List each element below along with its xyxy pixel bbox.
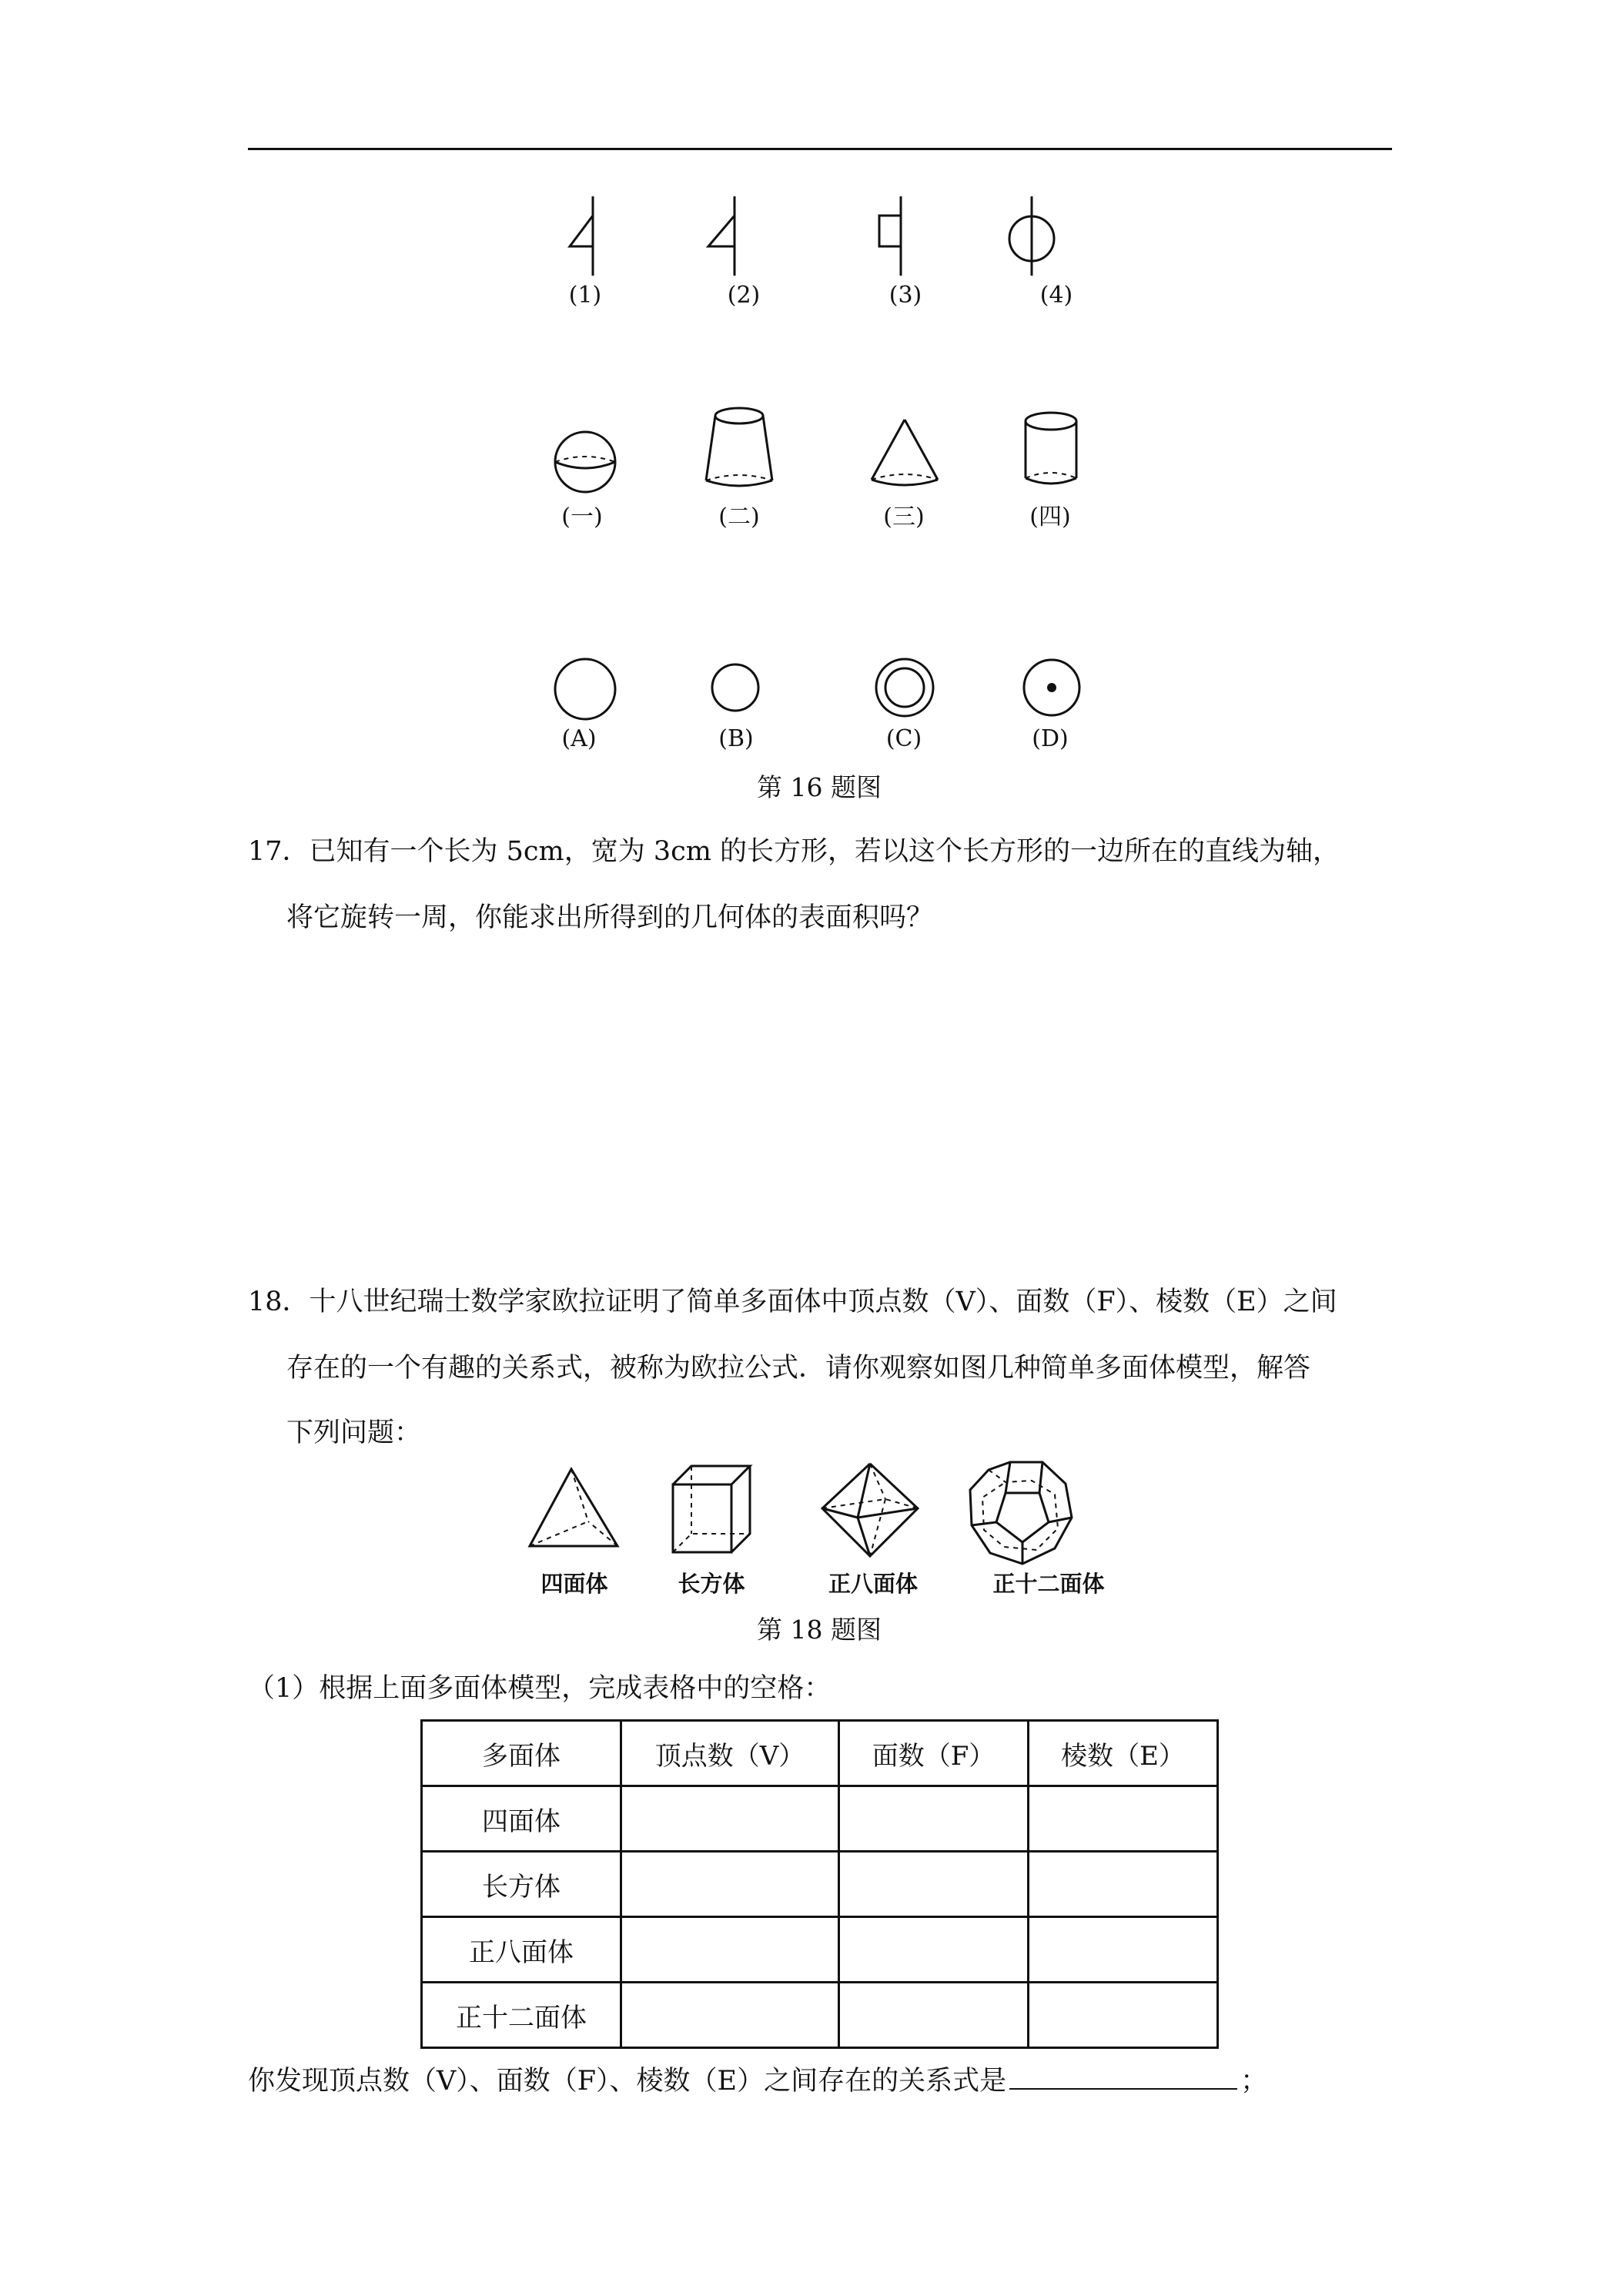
relation-answer-blank[interactable] bbox=[1009, 2062, 1237, 2090]
view-a-label: (A) bbox=[561, 725, 597, 752]
question-17-line-1: 17．已知有一个长为 5cm，宽为 3cm 的长方形，若以这个长方形的一边所在的直线为轴， bbox=[248, 836, 1340, 867]
faces-cell[interactable] bbox=[839, 1852, 1029, 1917]
row-name: 长方体 bbox=[422, 1852, 621, 1917]
figure-1-label: (1) bbox=[568, 282, 602, 309]
cuboid-label: 长方体 bbox=[678, 1571, 745, 1597]
row-name: 正十二面体 bbox=[422, 1983, 621, 2048]
question-18-line-1: 18．十八世纪瑞士数学家欧拉证明了简单多面体中顶点数（V）、面数（F）、棱数（E）之间 bbox=[248, 1287, 1337, 1317]
edges-cell[interactable] bbox=[1029, 1852, 1218, 1917]
header-faces: 面数（F） bbox=[839, 1721, 1029, 1786]
figure-1-triangle-on-axis bbox=[554, 192, 616, 285]
relation-suffix: ； bbox=[1240, 2066, 1268, 2097]
solid-frustum bbox=[697, 400, 781, 497]
header-vertices: 顶点数（V） bbox=[621, 1721, 839, 1786]
edges-cell[interactable] bbox=[1029, 1786, 1218, 1852]
figure-3-label: (3) bbox=[888, 282, 922, 309]
figure-16-caption: 第 16 题图 bbox=[757, 772, 882, 802]
dodecahedron-label: 正十二面体 bbox=[992, 1571, 1105, 1597]
vertices-cell[interactable] bbox=[621, 1852, 839, 1917]
header-rule bbox=[248, 148, 1392, 150]
figure-4-label: (4) bbox=[1039, 282, 1073, 309]
dodecahedron-figure bbox=[962, 1459, 1078, 1571]
solid-sphere bbox=[547, 423, 624, 500]
table-row bbox=[422, 1983, 1218, 2048]
solid-cone bbox=[862, 412, 947, 497]
solid-2-label: (二) bbox=[718, 504, 760, 530]
question-18-part-1: （1）根据上面多面体模型，完成表格中的空格： bbox=[248, 1673, 832, 1704]
faces-cell[interactable] bbox=[839, 1983, 1029, 2048]
cuboid-figure bbox=[667, 1461, 759, 1561]
table-row bbox=[422, 1917, 1218, 1983]
header-edges: 棱数（E） bbox=[1029, 1721, 1218, 1786]
tetrahedron-label: 四面体 bbox=[540, 1571, 608, 1597]
figure-2-triangle-on-axis bbox=[693, 192, 755, 285]
view-d-circle-with-dot bbox=[1015, 651, 1092, 728]
view-c-concentric-circles bbox=[866, 651, 943, 728]
relation-prefix: 你发现顶点数（V）、面数（F）、棱数（E）之间存在的关系式是 bbox=[248, 2066, 1007, 2097]
solid-cylinder bbox=[1016, 404, 1086, 497]
edges-cell[interactable] bbox=[1029, 1917, 1218, 1983]
view-a-circle bbox=[547, 651, 624, 728]
solid-3-label: (三) bbox=[883, 504, 925, 530]
table-row bbox=[422, 1852, 1218, 1917]
question-18-line-3: 下列问题： bbox=[286, 1417, 422, 1448]
edges-cell[interactable] bbox=[1029, 1983, 1218, 2048]
question-18-line-2: 存在的一个有趣的关系式，被称为欧拉公式．请你观察如图几种简单多面体模型，解答 bbox=[286, 1353, 1311, 1384]
figure-18-caption: 第 18 题图 bbox=[757, 1615, 882, 1645]
figure-2-label: (2) bbox=[727, 282, 761, 309]
tetrahedron-figure bbox=[524, 1463, 624, 1555]
view-c-label: (C) bbox=[885, 725, 922, 752]
vertices-cell[interactable] bbox=[621, 1917, 839, 1983]
view-b-small-circle bbox=[701, 658, 770, 728]
faces-cell[interactable] bbox=[839, 1917, 1029, 1983]
vertices-cell[interactable] bbox=[621, 1983, 839, 2048]
figure-4-circle-on-axis bbox=[1001, 192, 1062, 285]
header-polyhedron: 多面体 bbox=[422, 1721, 621, 1786]
octahedron-figure bbox=[816, 1459, 924, 1563]
relation-question bbox=[248, 2062, 1267, 2097]
table-header-row bbox=[422, 1721, 1218, 1786]
row-name: 正八面体 bbox=[422, 1917, 621, 1983]
question-17-line-2: 将它旋转一周，你能求出所得到的几何体的表面积吗？ bbox=[286, 902, 934, 933]
octahedron-label: 正八面体 bbox=[828, 1571, 919, 1597]
solid-4-label: (四) bbox=[1029, 504, 1071, 530]
vertices-cell[interactable] bbox=[621, 1786, 839, 1852]
table-row bbox=[422, 1786, 1218, 1852]
view-b-label: (B) bbox=[718, 725, 754, 752]
row-name: 四面体 bbox=[422, 1786, 621, 1852]
solid-1-label: (一) bbox=[561, 504, 603, 530]
figure-3-rectangle-on-axis bbox=[855, 192, 916, 285]
view-d-label: (D) bbox=[1032, 725, 1069, 752]
polyhedra-table bbox=[420, 1719, 1219, 2049]
faces-cell[interactable] bbox=[839, 1786, 1029, 1852]
